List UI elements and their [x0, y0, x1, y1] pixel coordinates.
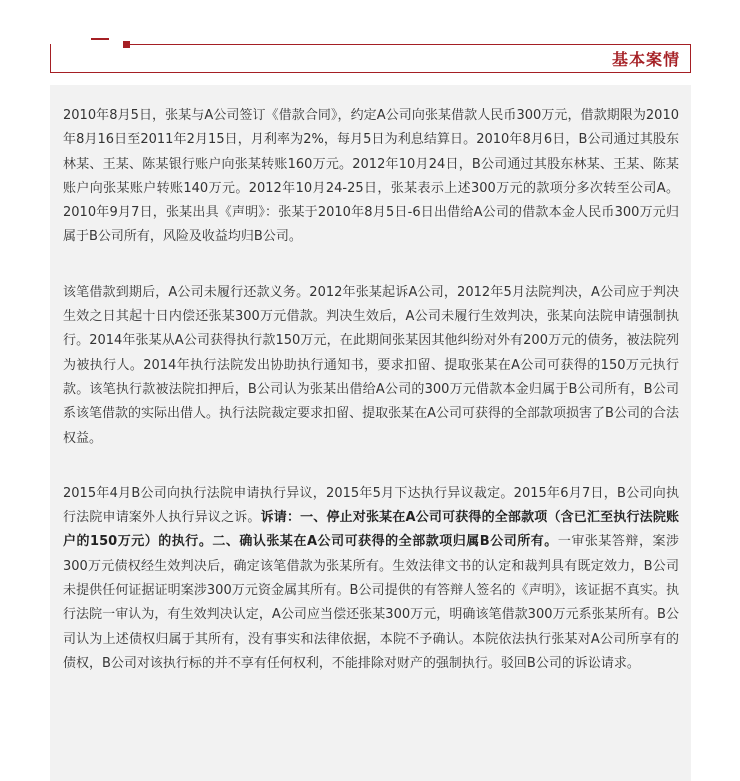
paragraph-objection-lawsuit — [63, 482, 679, 676]
paragraph-enforcement: 该笔借款到期后，A公司未履行还款义务。2012年张某起诉A公司，2012年5月法院判决，A公司应于判决生效之日其起十日内偿还张某300万元借款。判决生效后，A公司未履行生效判决，张某向法院申请强制执行。2014年张某从A公司获得执行款150万元，在此期间张某因其他纠纷对外有200万元的债务，被法院列为被执行人。2014年执行法院发出协助执行通知书，要求扣留、提取张某在A公司可获得的150万元执行款。该笔执行款被法院扣押后，B公司认为张某出借给A公司的300万元借款本金归属于B公司所有，B公司系该笔借款的实际出借人。执行法院裁定要求扣留、提取张某在A公司可获得的全部款项损害了B公司的合法权益。 — [63, 284, 679, 446]
header-decoration-dash — [91, 38, 109, 40]
paragraph-loan-background: 2010年8月5日，张某与A公司签订《借款合同》，约定A公司向张某借款人民币300万元，借款期限为2010年8月16日至2011年2月15日，月利率为2%，每月5日为利息结算日。2010年8月6日，B公司通过其股东林某、王某、陈某银行账户向张某转账160万元。2012年10月24日，B公司通过其股东林某、王某、陈某账户向张某账户转账140万元。2012年10月24-25日，张某表示上述300万元的款项分多次转至公司A。2010年9月7日，张某出具《声明》：张某于2010年8月5日-6日出借给A公司的借款本金人民币300万元归属于B公司所有，风险及收益均归B公司。 — [63, 108, 679, 245]
paragraph-objection-intro: 2015年4月B公司向执行法院申请执行异议，2015年5月下达执行异议裁定。2015年6月7日，B公司向执行法院申请案外人执行异议之诉。 — [63, 485, 679, 526]
claims-bold-text: 诉请：一、停止对张某在A公司可获得的全部款项（含已汇至执行法院账户的150万元）的执行。二、确认张某在A公司可获得的全部款项归属B公司所有。 — [63, 510, 679, 550]
case-content-panel — [50, 85, 691, 781]
paragraph-judgment-text: 一审张某答辩，案涉300万元债权经生效判决后，确定该笔借款为张某所有。生效法律文书的认定和裁判具有既定效力，B公司未提供任何证据证明案涉300万元资金属其所有。B公司提供的有答辩人签名的《声明》，该证据不真实。执行法院一审认为，有生效判决认定，A公司应当偿还张某300万元，明确该笔借款300万元系张某所有。B公司认为上述债权归属于其所有，没有事实和法律依据，本院不予确认。本院依法执行张某对A公司所享有的债权，B公司对该执行标的并不享有任何权利，不能排除对财产的强制执行。驳回B公司的诉讼请求。 — [63, 534, 679, 671]
section-header-frame — [50, 44, 691, 73]
section-title: 基本案情 — [611, 50, 680, 69]
